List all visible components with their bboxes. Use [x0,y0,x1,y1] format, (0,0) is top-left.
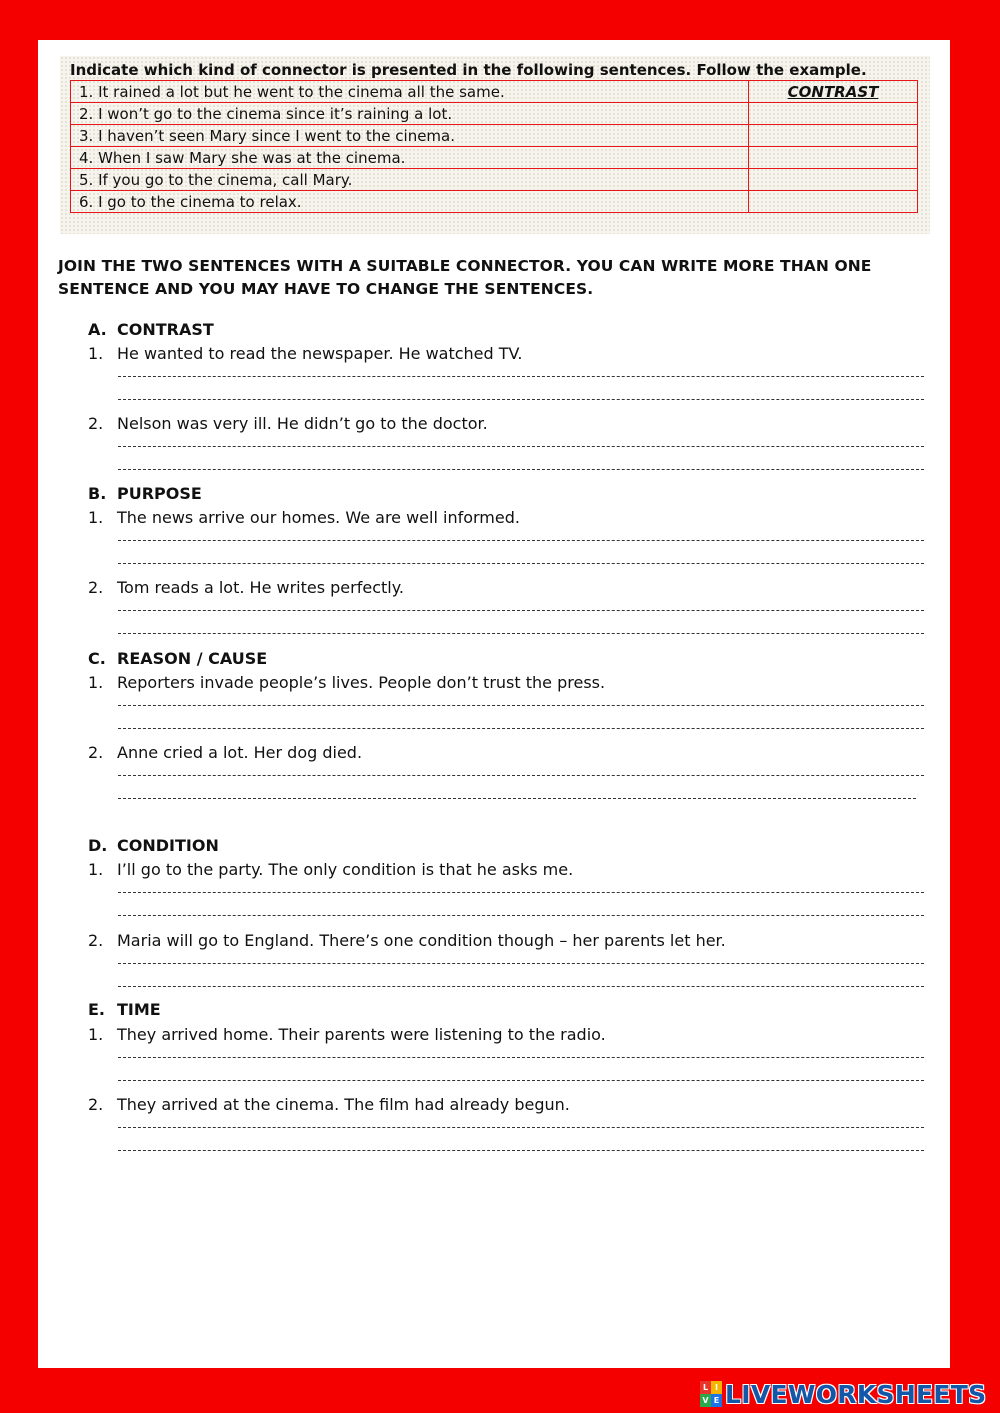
answer-line[interactable] [118,1150,924,1151]
table-row [71,125,918,147]
stamp-edge-left [32,40,44,1368]
exercise2-instruction: JOIN THE TWO SENTENCES WITH A SUITABLE CONNECTOR. YOU CAN WRITE MORE THAN ONE SENTENCE AND YOU MAY HAVE TO CHANGE THE SENTENCES. [58,257,872,298]
section-heading-time: E. TIME [88,1000,161,1019]
answer-line[interactable] [118,446,924,447]
sentence-cell: 2. I won’t go to the cinema since it’s raining a lot. [71,103,749,125]
answer-line[interactable] [118,915,924,916]
sentence-cell: 1. It rained a lot but he went to the cinema all the same. [71,81,749,103]
answer-line[interactable] [118,563,924,564]
exercise-item: 2. Nelson was very ill. He didn’t go to the doctor. [88,414,488,433]
exercise-item: 1. They arrived home. Their parents were listening to the radio. [88,1025,606,1044]
answer-line[interactable] [118,775,924,776]
section-heading-contrast: A. CONTRAST [88,320,214,339]
answer-line[interactable] [118,705,924,706]
answer-field[interactable] [749,169,918,191]
answer-field[interactable] [749,147,918,169]
answer-line[interactable] [118,1057,924,1058]
exercise-item: 1. The news arrive our homes. We are well informed. [88,508,520,527]
liveworksheets-logo-icon: L I V E [700,1381,722,1407]
worksheet-page [38,40,950,1368]
exercise-item: 1. Reporters invade people’s lives. People don’t trust the press. [88,673,606,692]
answer-line[interactable] [118,986,924,987]
answer-line[interactable] [118,892,924,893]
answer-line[interactable] [118,399,924,400]
sentence-cell: 3. I haven’t seen Mary since I went to the cinema. [71,125,749,147]
answer-field[interactable]: CONTRAST [749,81,918,103]
stamp-edge-top [38,34,950,46]
table-row [71,147,918,169]
exercise-item: 2. Maria will go to England. There’s one condition though – her parents let her. [88,931,726,950]
answer-line[interactable] [118,469,924,470]
section-heading-purpose: B. PURPOSE [88,484,202,503]
liveworksheets-logo[interactable] [700,1380,986,1408]
section-heading-reason-cause: C. REASON / CAUSE [88,649,268,668]
answer-field[interactable] [749,191,918,213]
answer-line[interactable] [118,963,924,964]
sentence-cell: 5. If you go to the cinema, call Mary. [71,169,749,191]
exercise-item: 2. They arrived at the cinema. The film had already begun. [88,1095,570,1114]
stamp-edge-bottom [38,1362,950,1374]
exercise-item: 1. I’ll go to the party. The only condition is that he asks me. [88,860,574,879]
stamp-edge-right [944,40,956,1368]
answer-line[interactable] [118,540,924,541]
answer-line[interactable] [118,1080,924,1081]
answer-line[interactable] [118,376,924,377]
logo-text: LIVEWORKSHEETS [725,1379,987,1409]
answer-line[interactable] [118,798,916,799]
sentence-cell: 4. When I saw Mary she was at the cinema. [71,147,749,169]
exercise-item: 1. He wanted to read the newspaper. He watched TV. [88,344,523,363]
connector-table [70,80,918,213]
exercise-item: 2. Anne cried a lot. Her dog died. [88,743,363,762]
answer-line[interactable] [118,633,924,634]
answer-field[interactable] [749,125,918,147]
table-row [71,169,918,191]
exercise1-instruction: Indicate which kind of connector is presented in the following sentences. Follow the example. [70,61,867,79]
section-heading-condition: D. CONDITION [88,836,219,855]
table-row [71,81,918,103]
table-row [71,103,918,125]
sentence-cell: 6. I go to the cinema to relax. [71,191,749,213]
answer-field[interactable] [749,103,918,125]
answer-line[interactable] [118,610,924,611]
answer-line[interactable] [118,728,924,729]
answer-line[interactable] [118,1127,924,1128]
table-row [71,191,918,213]
exercise-item: 2. Tom reads a lot. He writes perfectly. [88,578,404,597]
